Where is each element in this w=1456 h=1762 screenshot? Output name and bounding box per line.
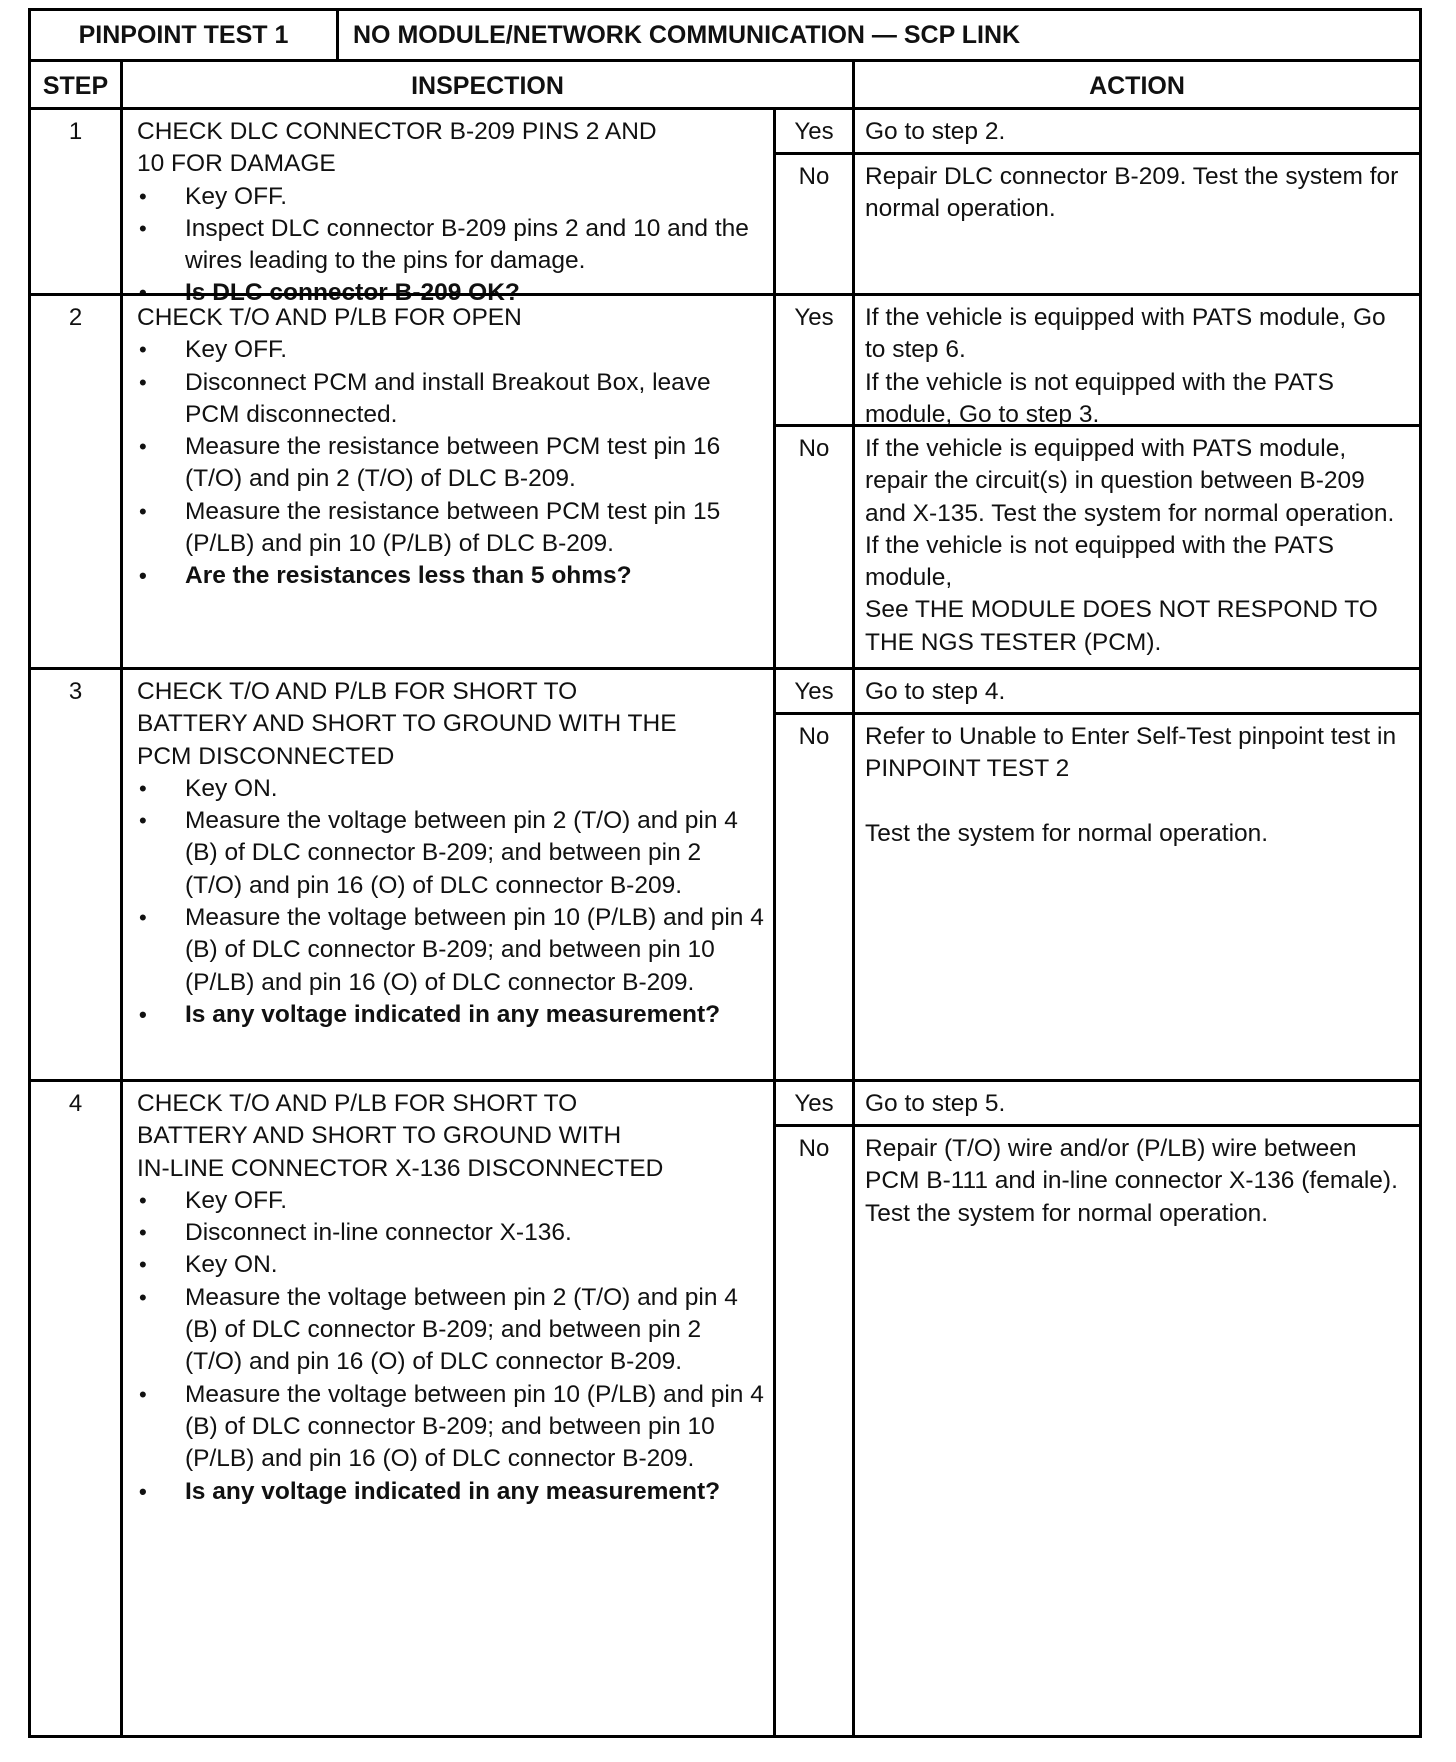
inspection-bullet: • Disconnect PCM and install Breakout Box, leave PCM disconnected. — [137, 367, 765, 432]
step-number: 2 — [31, 296, 123, 667]
inspection-bullet: • Inspect DLC connector B-209 pins 2 and 10 and the wires leading to the pins for damage. — [137, 213, 765, 278]
yes-no-cell — [776, 296, 855, 667]
inspection-question: • Is any voltage indicated in any measurement? — [137, 999, 765, 1031]
inspection-bullet: • Key OFF. — [137, 334, 765, 366]
action-cell — [855, 670, 1419, 1079]
step-row-4 — [31, 1079, 1419, 1735]
inspection-bullet: • Measure the resistance between PCM test pin 16 (T/O) and pin 2 (T/O) of DLC B-209. — [137, 431, 765, 496]
inspection-bullet: • Key OFF. — [137, 181, 765, 213]
test-id: PINPOINT TEST 1 — [31, 11, 339, 59]
pinpoint-test-table — [28, 8, 1422, 1738]
no-action: If the vehicle is equipped with PATS module, repair the circuit(s) in question between B-209 and X-135. Test the system for normal operation. If the vehicle is not equipped with the PATS module, See THE MODULE DOES NOT RESPOND TO THE NGS TESTER (PCM). — [855, 424, 1419, 667]
inspection-heading: BATTERY AND SHORT TO GROUND WITH — [137, 1122, 622, 1150]
yes-label: Yes — [794, 118, 834, 145]
action-column-header: ACTION — [1089, 72, 1185, 100]
no-action: Refer to Unable to Enter Self-Test pinpoint test in PINPOINT TEST 2 Test the system for normal operation. — [855, 712, 1419, 1079]
yes-action: Go to step 2. — [865, 118, 1006, 145]
step-row-3 — [31, 667, 1419, 1079]
inspection-bullet: • Measure the voltage between pin 2 (T/O) and pin 4 (B) of DLC connector B-209; and between pin 2 (T/O) and pin 16 (O) of DLC connector B-209. — [137, 1282, 765, 1379]
yes-action: Go to step 4. — [865, 678, 1006, 705]
inspection-bullet: • Measure the resistance between PCM test pin 15 (P/LB) and pin 10 (P/LB) of DLC B-209. — [137, 496, 765, 561]
step-row-1 — [31, 107, 1419, 307]
inspection-cell — [123, 670, 776, 1079]
inspection-bullet: • Key ON. — [137, 1249, 765, 1281]
inspection-cell — [123, 296, 776, 667]
action-cell — [855, 110, 1419, 293]
inspection-heading: BATTERY AND SHORT TO GROUND WITH THE — [137, 710, 677, 738]
inspection-bullet: • Measure the voltage between pin 10 (P/LB) and pin 4 (B) of DLC connector B-209; and between pin 10 (P/LB) and pin 16 (O) of DLC connector B-209. — [137, 1379, 765, 1476]
no-label: No — [776, 152, 852, 293]
inspection-question: • Is DLC connector B-209 OK? — [137, 277, 765, 309]
yes-action: If the vehicle is equipped with PATS module, Go to step 6. If the vehicle is not equipped with the PATS module, Go to step 3. — [865, 304, 1386, 428]
yes-label: Yes — [794, 304, 834, 331]
inspection-heading: CHECK DLC CONNECTOR B-209 PINS 2 AND — [137, 118, 657, 145]
inspection-cell — [123, 1082, 776, 1735]
inspection-question: • Is any voltage indicated in any measurement? — [137, 1476, 765, 1508]
inspection-bullet: • Disconnect in-line connector X-136. — [137, 1217, 765, 1249]
no-label: No — [776, 1124, 852, 1735]
inspection-column-header: INSPECTION — [123, 62, 855, 107]
no-label: No — [776, 424, 852, 667]
inspection-bullet: • Measure the voltage between pin 2 (T/O) and pin 4 (B) of DLC connector B-209; and between pin 2 (T/O) and pin 16 (O) of DLC connector B-209. — [137, 805, 765, 902]
inspection-question: • Are the resistances less than 5 ohms? — [137, 560, 765, 592]
yes-no-cell — [776, 1082, 855, 1735]
inspection-heading: IN-LINE CONNECTOR X-136 DISCONNECTED — [137, 1154, 664, 1182]
yes-label: Yes — [794, 1090, 834, 1117]
inspection-heading: CHECK T/O AND P/LB FOR SHORT TO — [137, 1090, 578, 1117]
step-row-2 — [31, 293, 1419, 667]
step-number: 4 — [31, 1082, 123, 1735]
inspection-heading: PCM DISCONNECTED — [137, 742, 395, 770]
inspection-cell — [123, 110, 776, 307]
title-row — [31, 11, 1419, 59]
yes-no-cell — [776, 110, 855, 293]
yes-no-cell — [776, 670, 855, 1079]
inspection-heading: 10 FOR DAMAGE — [137, 150, 336, 178]
step-number: 1 — [31, 110, 123, 293]
no-action: Repair DLC connector B-209. Test the system for normal operation. — [855, 152, 1419, 293]
inspection-heading: CHECK T/O AND P/LB FOR SHORT TO — [137, 678, 578, 705]
column-header-row — [31, 59, 1419, 107]
no-label: No — [776, 712, 852, 1079]
inspection-heading: CHECK T/O AND P/LB FOR OPEN — [137, 304, 522, 331]
yes-label: Yes — [794, 678, 834, 705]
yes-action: Go to step 5. — [865, 1090, 1006, 1117]
inspection-bullet: • Measure the voltage between pin 10 (P/LB) and pin 4 (B) of DLC connector B-209; and between pin 10 (P/LB) and pin 16 (O) of DLC connector B-209. — [137, 902, 765, 999]
test-name: NO MODULE/NETWORK COMMUNICATION — SCP LINK — [353, 21, 1021, 49]
step-number: 3 — [31, 670, 123, 1079]
action-cell — [855, 296, 1419, 667]
step-column-header: STEP — [31, 62, 123, 107]
action-cell — [855, 1082, 1419, 1735]
no-action: Repair (T/O) wire and/or (P/LB) wire between PCM B-111 and in-line connector X-136 (female). Test the system for normal operation. — [855, 1124, 1419, 1735]
inspection-bullet: • Key ON. — [137, 773, 765, 805]
inspection-bullet: • Key OFF. — [137, 1185, 765, 1217]
